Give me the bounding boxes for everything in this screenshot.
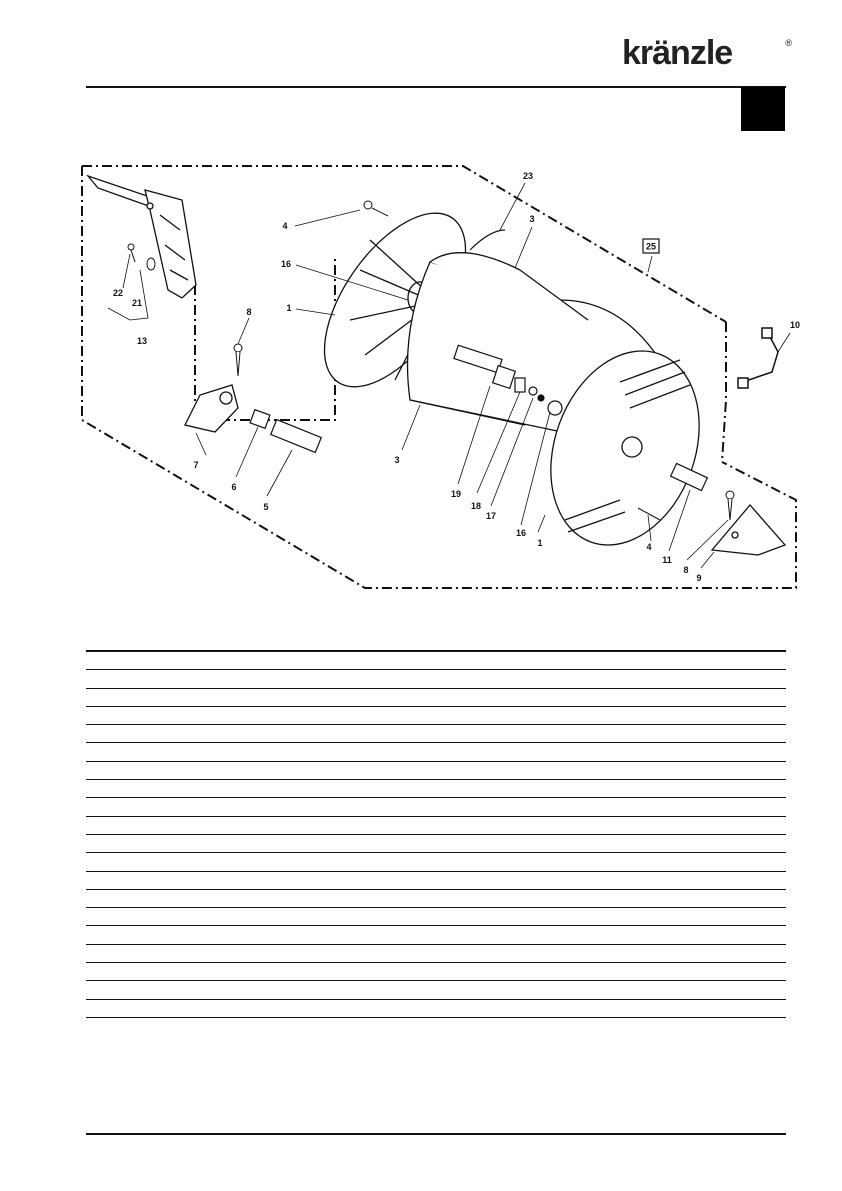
callout-8b: 8 (683, 565, 689, 575)
table-row (86, 817, 786, 835)
table-row (86, 926, 786, 944)
table-row (86, 853, 786, 871)
bracket-left (185, 385, 238, 432)
table-row (86, 890, 786, 908)
parts-table (86, 650, 786, 1018)
callout-1b: 1 (537, 538, 543, 548)
screw-4-left (364, 201, 388, 216)
table-row (86, 908, 786, 926)
kranzle-logo (622, 34, 792, 72)
table-rows (86, 652, 786, 1018)
callout-4: 4 (282, 221, 288, 231)
callout-13: 13 (136, 336, 148, 346)
callout-10: 10 (789, 320, 801, 330)
callout-21: 21 (131, 298, 143, 308)
table-row (86, 743, 786, 761)
callout-6: 6 (231, 482, 237, 492)
callout-7: 7 (193, 460, 199, 470)
registered-mark: ® (785, 38, 792, 48)
callout-19: 19 (450, 489, 462, 499)
table-row (86, 1000, 786, 1018)
table-row (86, 835, 786, 853)
header-rule (86, 86, 786, 88)
callout-22: 22 (112, 288, 124, 298)
screw-8-right (726, 491, 734, 520)
screw-22 (128, 244, 155, 270)
table-row (86, 780, 786, 798)
group-label-25: 25 (645, 241, 657, 252)
callout-16b: 16 (515, 528, 527, 538)
callout-9: 9 (696, 573, 702, 583)
screw-8-left (234, 344, 242, 376)
callout-5: 5 (263, 502, 269, 512)
bushing-6 (250, 410, 270, 429)
group-outline-right (722, 322, 726, 462)
exploded-view-diagram (0, 150, 842, 610)
table-row (86, 689, 786, 707)
table-row (86, 725, 786, 743)
table-row (86, 762, 786, 780)
table-row (86, 670, 786, 688)
footer-rule (86, 1133, 786, 1135)
callout-3: 3 (529, 214, 535, 224)
table-row (86, 981, 786, 999)
callout-8: 8 (246, 307, 252, 317)
callout-16: 16 (280, 259, 292, 269)
table-row (86, 707, 786, 725)
callout-1: 1 (286, 303, 292, 313)
table-row (86, 945, 786, 963)
callout-3b: 3 (394, 455, 400, 465)
callout-17: 17 (485, 511, 497, 521)
section-tab (741, 87, 785, 131)
table-row (86, 872, 786, 890)
brand-name: kränzle (622, 34, 733, 72)
bracket-right (712, 505, 785, 555)
hose-guide-23 (470, 230, 505, 250)
hose-connector-10 (738, 328, 778, 388)
axle-5 (271, 420, 321, 453)
callout-4b: 4 (646, 542, 652, 552)
callout-23: 23 (522, 171, 534, 181)
table-row (86, 652, 786, 670)
callout-18: 18 (470, 501, 482, 511)
table-row (86, 963, 786, 981)
callout-11: 11 (662, 555, 672, 565)
table-row (86, 798, 786, 816)
